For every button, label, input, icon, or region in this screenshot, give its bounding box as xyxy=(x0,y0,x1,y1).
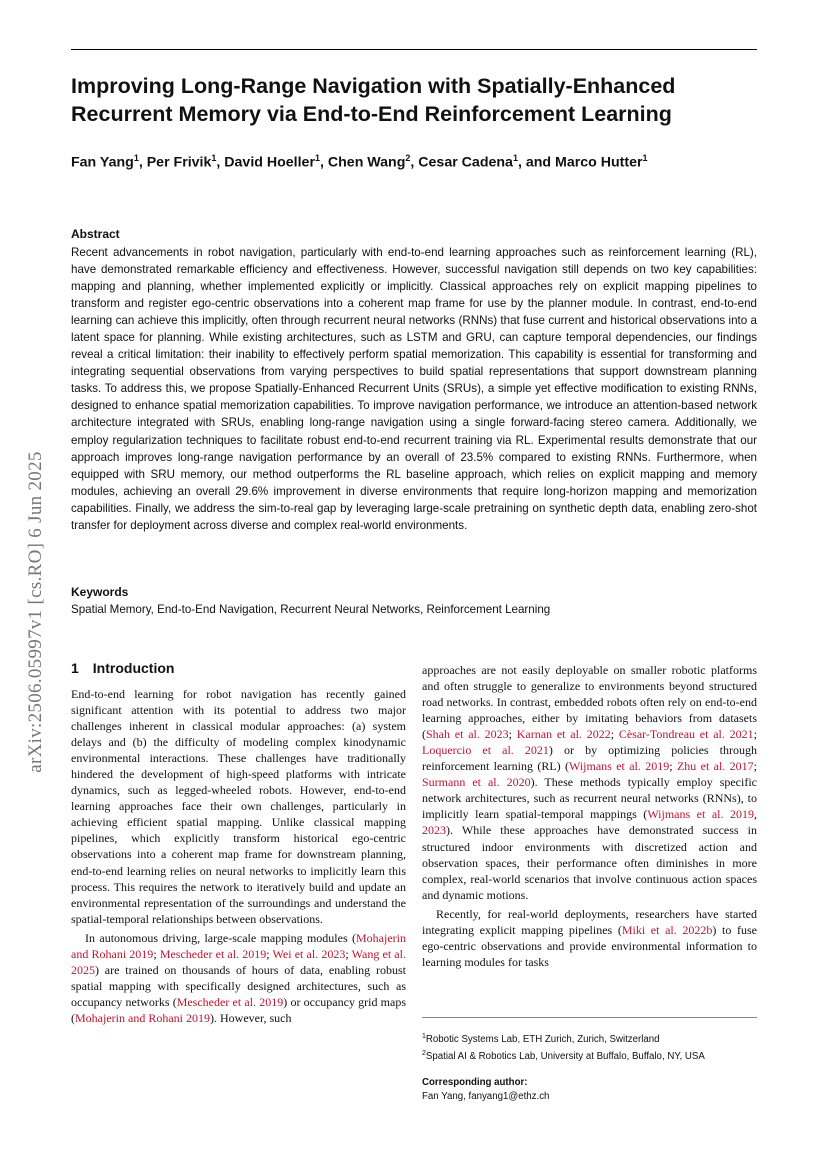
affiliation-mark: 1 xyxy=(211,153,217,163)
text-run: ). However, such xyxy=(209,1010,292,1025)
author-list xyxy=(71,153,648,171)
affiliation-mark: 1 xyxy=(512,153,518,163)
arxiv-sidebar-stamp: arXiv:2506.05997v1 [cs.RO] 6 Jun 2025 xyxy=(25,451,46,773)
text-run: ; xyxy=(508,727,517,742)
paper-title-line-1: Improving Long-Range Navigation with Spatially-Enhanced xyxy=(71,74,676,98)
keywords-heading: Keywords xyxy=(71,585,129,599)
text-run: ) or by optimizing policies through reinforcement learning (RL) ( xyxy=(422,743,757,774)
text-run: approaches are not easily deployable on smaller robotic platforms and often struggle to generalize to environments beyond structured road networks. In contrast, embedded robots often rely on end-to-end learning approaches, either by imitating behaviors from datasets ( xyxy=(422,663,757,742)
author-separator: , xyxy=(320,154,328,171)
corresponding-author-contact: Fan Yang, fanyang1@ethz.ch xyxy=(422,1091,550,1103)
author-name: Per Frivik xyxy=(146,154,212,171)
left-column xyxy=(71,686,406,1026)
text-run: ; xyxy=(753,759,757,774)
text-run: ; xyxy=(345,946,352,961)
text-run: ; xyxy=(266,946,273,961)
text-run: ; xyxy=(153,946,160,961)
citation-link[interactable]: Mescheder et al. 2019 xyxy=(159,946,267,961)
citation-link[interactable]: 2023 xyxy=(422,823,446,838)
text-run: ) are trained on thousands of hours of data, enabling robust spatial mapping with specifically designed architectures, such as occupancy networks ( xyxy=(71,962,406,1009)
text-run: ). While these approaches have demonstrated success in structured indoor environments with discretized action and observation spaces, their performance often diminishes in more complex, real-world scenarios that involve continuous action spaces and dynamic motions. xyxy=(422,823,757,902)
citation-link[interactable]: Karnan et al. 2022 xyxy=(516,727,611,742)
citation-link[interactable]: Surmann et al. 2020 xyxy=(422,775,531,790)
author-separator: , xyxy=(410,154,419,171)
section-heading-introduction xyxy=(71,660,174,676)
citation-link[interactable]: Loquercio et al. 2021 xyxy=(422,743,549,758)
text-run: ; xyxy=(610,727,619,742)
citation-link[interactable]: Wang et al. 2025 xyxy=(71,946,406,977)
author-separator: , xyxy=(216,154,225,171)
paper-title-line-2: Recurrent Memory via End-to-End Reinforcement Learning xyxy=(71,102,672,126)
paragraph xyxy=(71,930,406,1026)
author-name: Fan Yang xyxy=(71,154,134,171)
text-run: In autonomous driving, large-scale mapping modules ( xyxy=(85,930,356,945)
citation-link[interactable]: Wijmans et al. 2019 xyxy=(569,759,670,774)
footnote-rule xyxy=(422,1017,757,1018)
citation-link[interactable]: Mohajerin and Rohani 2019 xyxy=(75,1010,210,1025)
abstract-heading: Abstract xyxy=(71,227,120,241)
affiliation-mark: 1 xyxy=(314,153,320,163)
citation-link[interactable]: Mescheder et al. 2019 xyxy=(176,994,284,1009)
paragraph xyxy=(422,906,757,970)
citation-link[interactable]: Shah et al. 2023 xyxy=(426,727,509,742)
citation-link[interactable]: Wei et al. 2023 xyxy=(272,946,346,961)
paragraph: End-to-end learning for robot navigation has recently gained significant attention with its potential to address two major challenges inherent in classical modular approaches: (a) system delays and (b) the difficulty of modeling complex kinodynamic environmental interactions. These challenges have traditionally hindered the development of high-speed platforms with intricate dynamics, such as legged-wheeled robots. However, end-to-end learning approaches face their own challenges, particularly in achieving efficient spatial mapping. Unlike classical mapping pipelines, which explicitly transform historical ego-centric observations into a coherent map frame for downstream planning, end-to-end learning relies on neural networks to implicitly learn this process. This requires the network to iteratively build and update an environmental representation of the surroundings and understand the spatial-temporal relationships between observations. xyxy=(71,687,406,926)
author-separator: , xyxy=(138,154,147,171)
text-run: ; xyxy=(753,727,758,742)
author-name: David Hoeller xyxy=(224,154,315,171)
paragraph xyxy=(422,662,757,903)
keywords-text: Spatial Memory, End-to-End Navigation, Recurrent Neural Networks, Reinforcement Learning xyxy=(71,603,551,616)
citation-link[interactable]: Cèsar-Tondreau et al. 2021 xyxy=(618,727,754,742)
affiliation-mark: 1 xyxy=(133,153,139,163)
text-run: Recently, for real-world deployments, researchers have started integrating explicit mapping pipelines ( xyxy=(422,906,757,937)
paper-title xyxy=(71,72,771,128)
author-name: Marco Hutter xyxy=(555,154,643,171)
author-name: Cesar Cadena xyxy=(418,154,513,171)
section-number: 1 xyxy=(71,660,79,676)
text-run: ) to fuse ego-centric observations and provide environmental information to learning modules for tasks xyxy=(422,922,757,969)
citation-link[interactable]: Wijmans et al. 2019 xyxy=(647,807,754,822)
text-run: , xyxy=(754,807,757,822)
author-separator: , and xyxy=(517,154,556,171)
citation-link[interactable]: Miki et al. 2022b xyxy=(621,922,713,937)
right-column xyxy=(422,662,757,970)
citation-link[interactable]: Zhu et al. 2017 xyxy=(676,759,754,774)
author-name: Chen Wang xyxy=(327,154,406,171)
footnotes xyxy=(422,1030,757,1104)
corresponding-author-label: Corresponding author: xyxy=(422,1077,528,1089)
footnote-affiliation-1: $^1$Robotic Systems Lab, ETH Zurich, Zurich, Switzerland xyxy=(422,1033,660,1046)
affiliation-mark: 1 xyxy=(642,153,648,163)
text-run: ) or occupancy grid maps ( xyxy=(71,994,406,1025)
section-title: Introduction xyxy=(92,660,175,676)
abstract-text: Recent advancements in robot navigation, particularly with end-to-end learning approaches such as reinforcement learning (RL), have demonstrated remarkable efficiency and effectiveness. However, successful navigation still depends on two key capabilities: mapping and planning, whether implemented explicitly or implicitly. Classical approaches rely on explicit mapping pipelines to transform and register ego-centric observations into a coherent map frame for use by the planner module. In contrast, end-to-end learning can achieve this implicitly, often through recurrent neural networks (RNNs) that fuse current and historical observations into a latent space for planning. While existing architectures, such as LSTM and GRU, can capture temporal dependencies, our findings reveal a critical limitation: their inability to effectively perform spatial memorization. This capability is essential for transforming and integrating sequential observations from varying perspectives to build spatial representations that support downstream planning tasks. To address this, we propose Spatially-Enhanced Recurrent Units (SRUs), a simple yet effective modification to existing RNNs, designed to enhance spatial memorization capabilities. To improve navigation performance, we introduce an attention-based network architecture integrated with SRUs, enabling long-range navigation using a single forward-facing stereo camera. Additionally, we employ regularization techniques to facilitate robust end-to-end recurrent training via RL. Experimental results demonstrate that our approach improves long-range navigation performance by an overall of 23.5% compared to existing RNNs. Furthermore, when equipped with SRU memory, our method outperforms the RL baseline approach, which relies on explicit mapping and memory modules, achieving an overall 29.6% improvement in diverse environments that require long-horizon mapping and memorization capabilities. Finally, we address the sim-to-real gap by leveraging large-scale pretraining on synthetic depth data, enabling zero-shot transfer for deployment across diverse and complex real-world environments. xyxy=(71,246,757,532)
affiliation-mark: 2 xyxy=(405,153,411,163)
text-run: ). These methods typically employ specific network architectures, such as recurrent neural networks (RNNs), to implicitly learn spatial-temporal mappings ( xyxy=(422,775,758,822)
top-rule xyxy=(71,49,757,50)
text-run: ; xyxy=(669,759,677,774)
footnote-affiliation-2: $^2$Spatial AI & Robotics Lab, University at Buffalo, Buffalo, NY, USA xyxy=(422,1050,705,1063)
citation-link[interactable]: Mohajerin and Rohani 2019 xyxy=(71,930,406,961)
